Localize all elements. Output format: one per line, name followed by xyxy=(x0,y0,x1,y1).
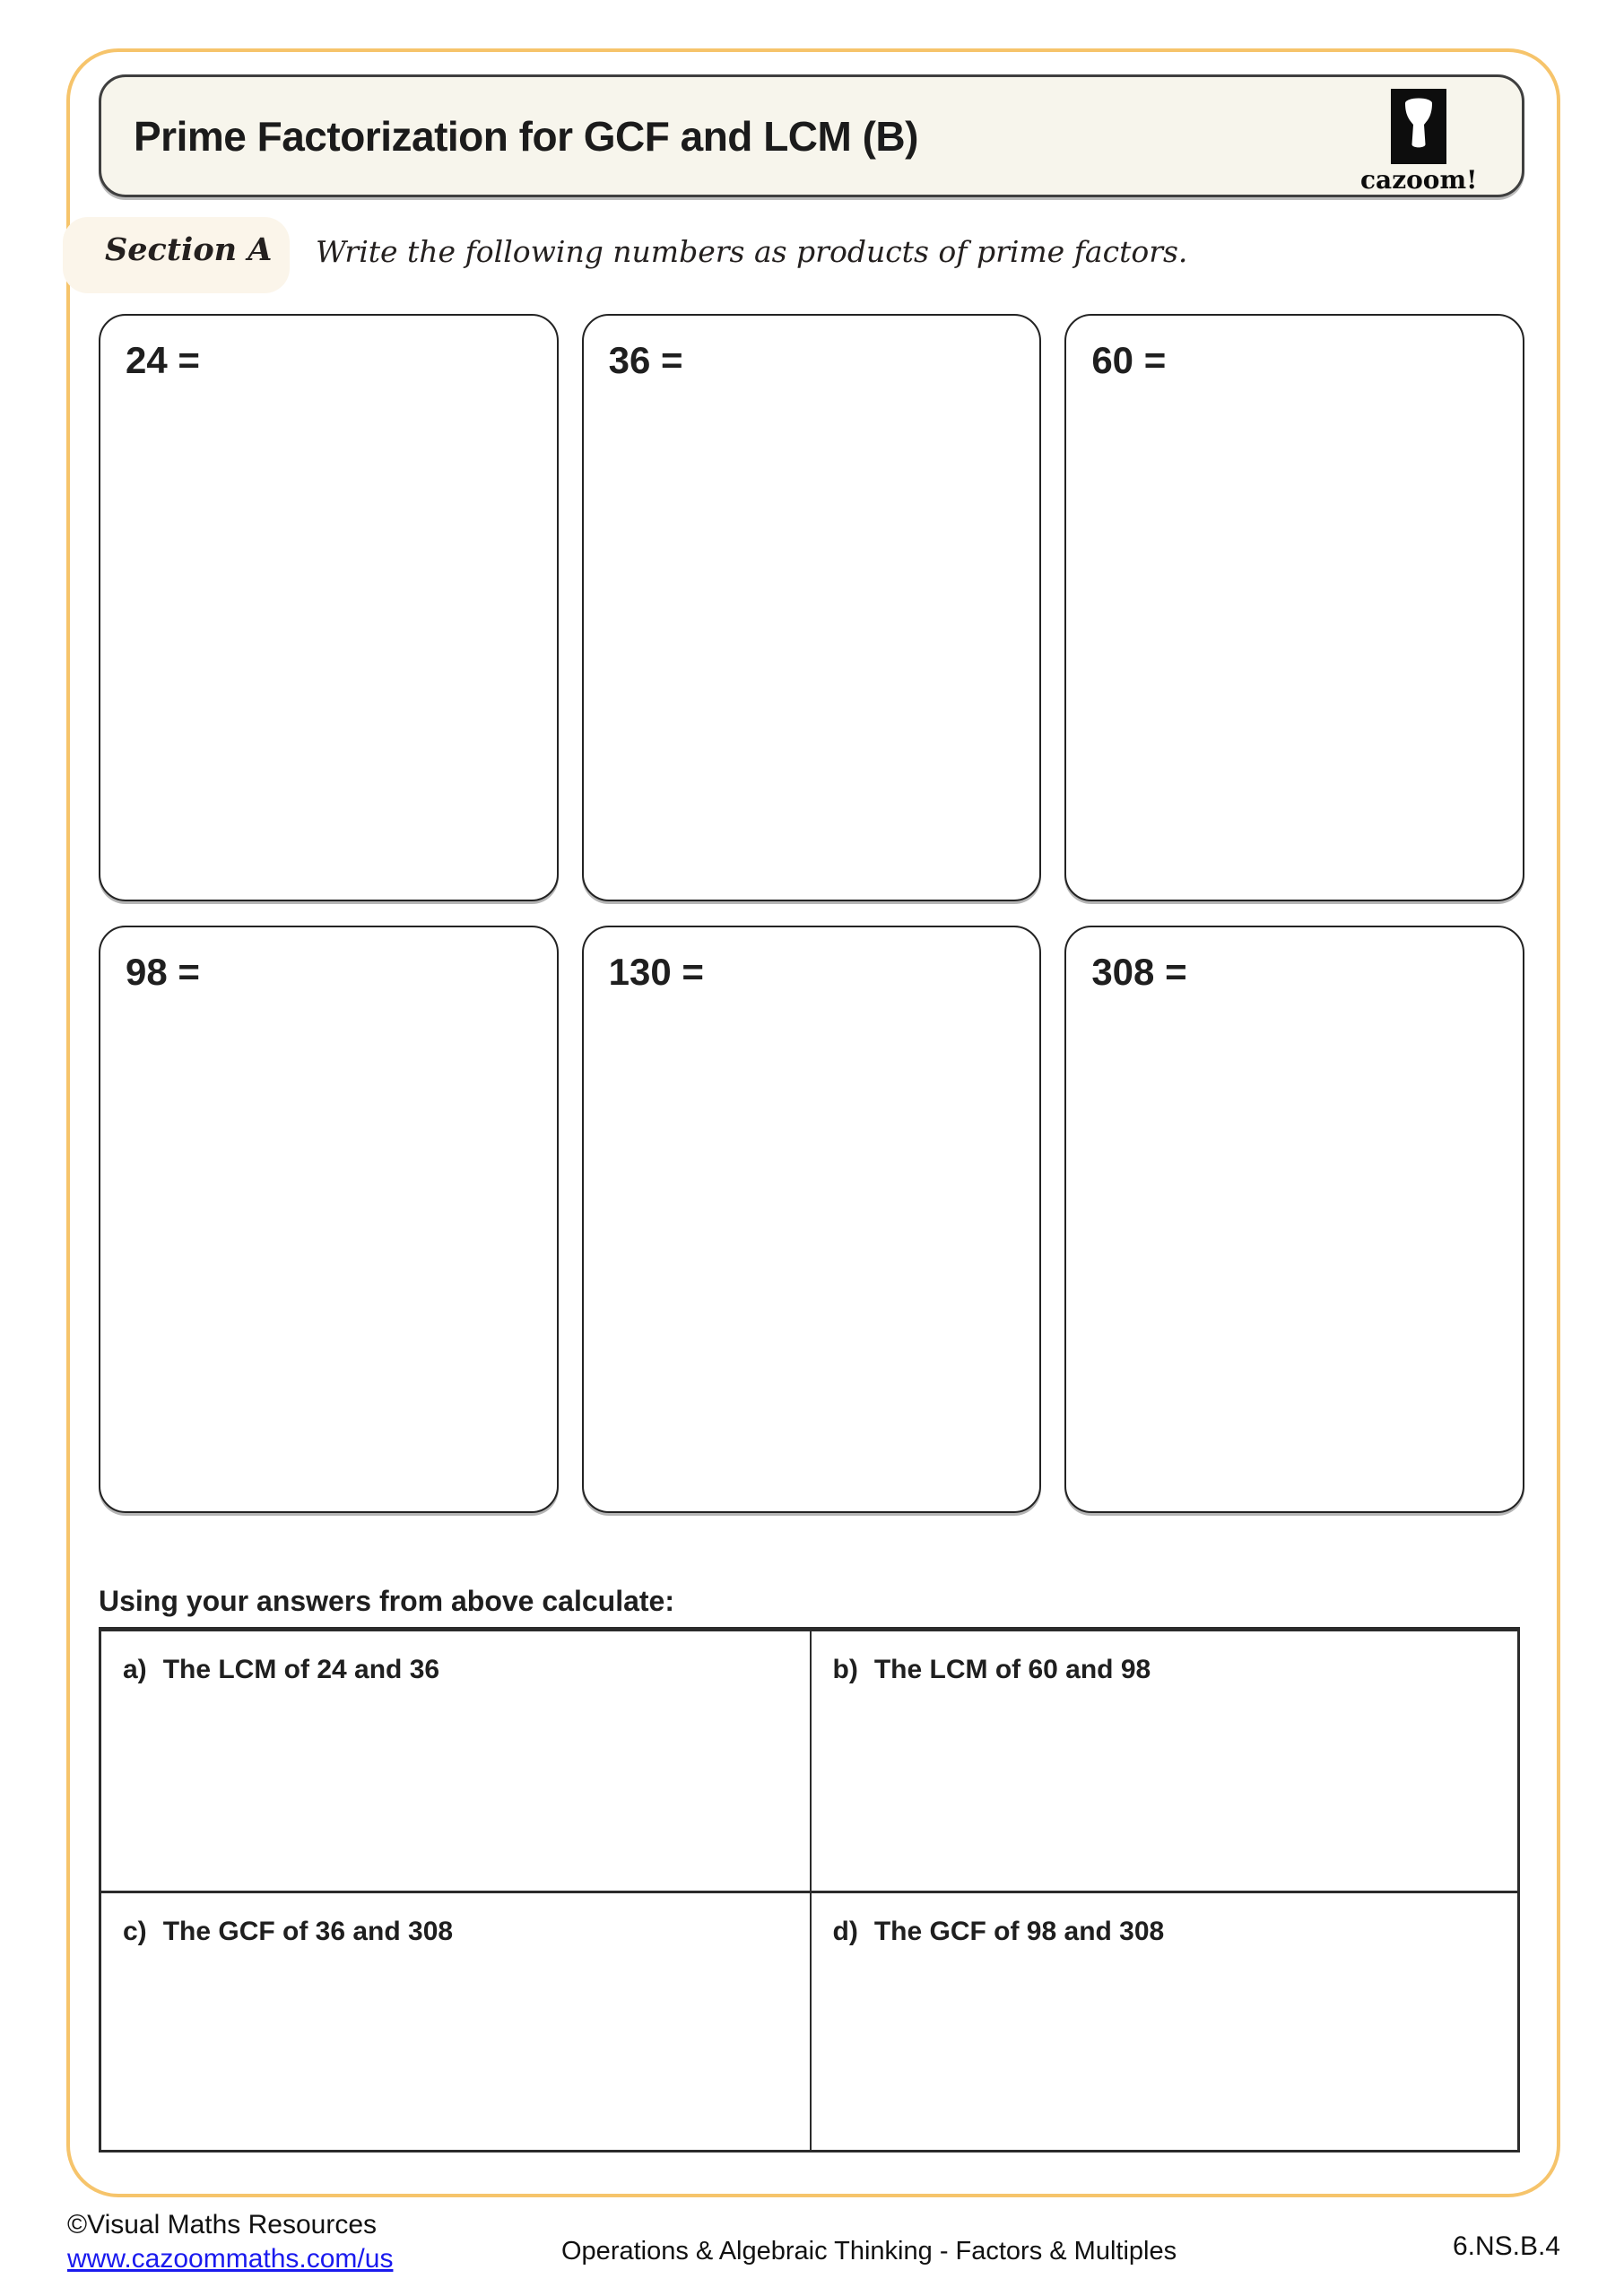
factor-box-98[interactable] xyxy=(99,926,559,1513)
answer-cell-a[interactable] xyxy=(101,1631,810,1891)
answer-cell-c[interactable] xyxy=(101,1891,810,2150)
factor-box-36[interactable] xyxy=(582,314,1042,901)
factor-box-label: 98 = xyxy=(126,951,200,993)
factor-box-24[interactable] xyxy=(99,314,559,901)
question-letter: b) xyxy=(832,1655,858,1684)
footer-credit xyxy=(67,2208,393,2276)
factor-box-308[interactable] xyxy=(1064,926,1524,1513)
factor-box-label: 130 = xyxy=(608,951,704,993)
question-letter: d) xyxy=(832,1917,858,1946)
section-a-label: Section A xyxy=(105,231,273,268)
answer-cell-d[interactable] xyxy=(810,1891,1518,2150)
question-text: The LCM of 24 and 36 xyxy=(162,1655,440,1684)
factor-box-label: 24 = xyxy=(126,339,200,381)
logo-square xyxy=(1391,89,1446,164)
calculate-table xyxy=(99,1627,1520,2152)
factor-box-130[interactable] xyxy=(582,926,1042,1513)
standard-code: 6.NS.B.4 xyxy=(1452,2231,1560,2261)
footer-topic: Operations & Algebraic Thinking - Factors & Multiples xyxy=(561,2237,1177,2266)
question-letter: c) xyxy=(123,1917,147,1946)
worksheet-header xyxy=(99,74,1524,197)
logo-wordmark: cazoom! xyxy=(1360,165,1478,195)
cazoom-url-link[interactable]: www.cazoommaths.com/us xyxy=(67,2244,394,2274)
question-letter: a) xyxy=(123,1655,147,1684)
factor-box-label: 308 = xyxy=(1091,951,1187,993)
factorization-boxes xyxy=(99,314,1524,1513)
factor-box-label: 36 = xyxy=(608,339,683,381)
page-title: Prime Factorization for GCF and LCM (B) xyxy=(134,112,918,160)
factor-box-60[interactable] xyxy=(1064,314,1524,901)
section-a-instruction: Write the following numbers as products of prime factors. xyxy=(316,234,1188,269)
factor-box-label: 60 = xyxy=(1091,339,1167,381)
calculate-heading: Using your answers from above calculate: xyxy=(99,1584,674,1617)
cazoom-logo xyxy=(1360,89,1477,195)
djembe-drum-icon xyxy=(1399,96,1438,158)
answer-cell-b[interactable] xyxy=(810,1631,1518,1891)
question-text: The LCM of 60 and 98 xyxy=(873,1655,1151,1684)
question-text: The GCF of 36 and 308 xyxy=(162,1917,454,1946)
copyright-text: ©Visual Maths Resources xyxy=(67,2210,378,2239)
question-text: The GCF of 98 and 308 xyxy=(873,1917,1165,1946)
